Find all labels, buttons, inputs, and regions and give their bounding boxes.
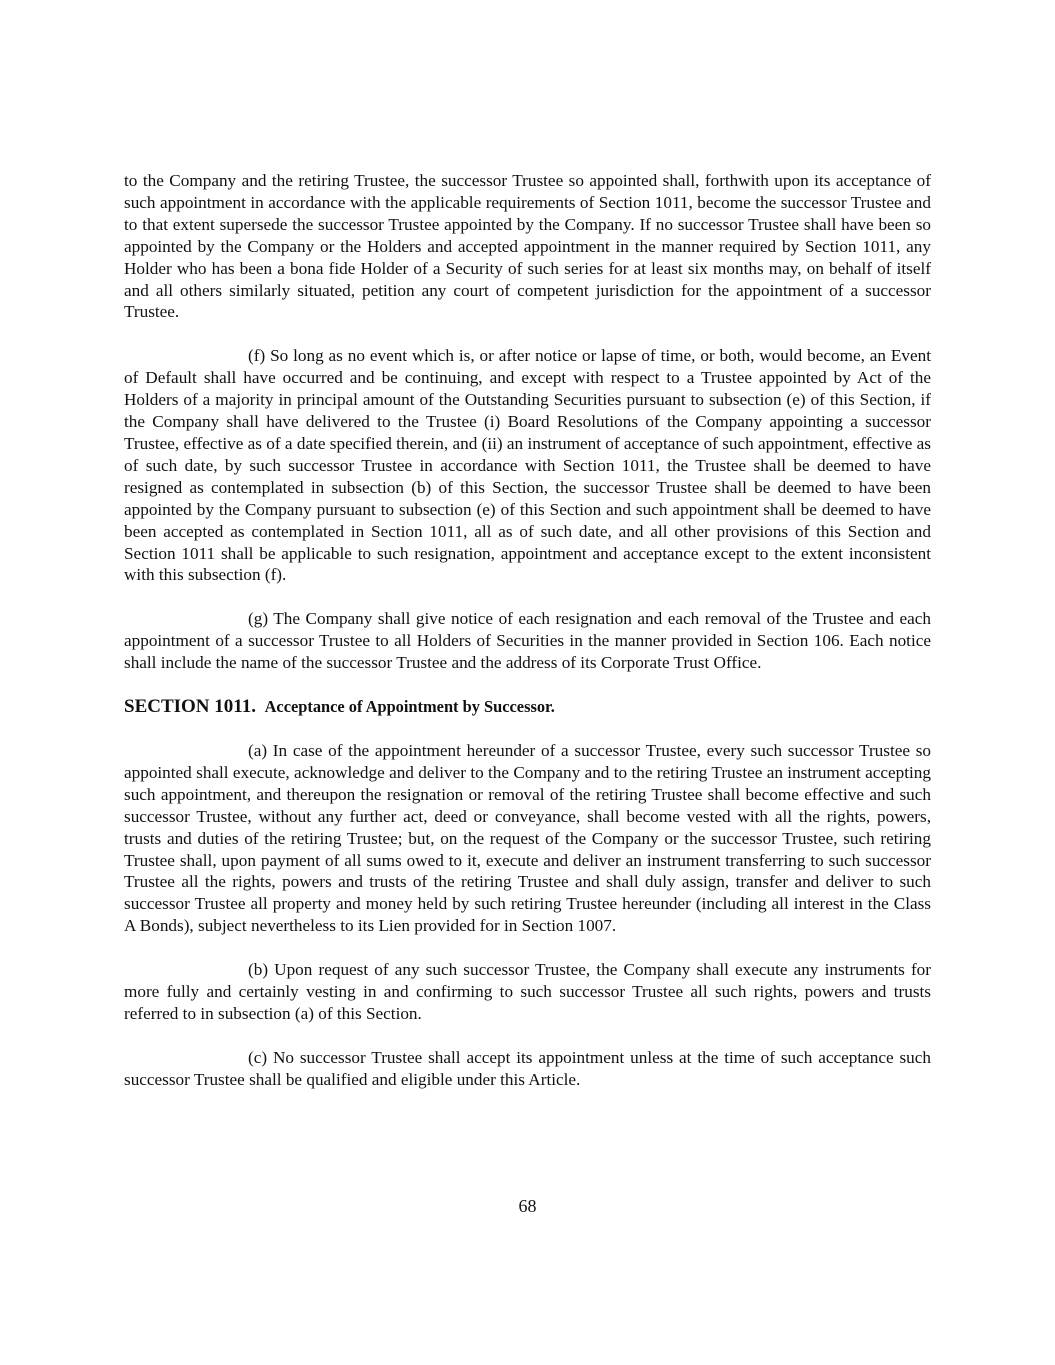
section-number: SECTION 1011.: [124, 696, 256, 718]
paragraph-subsection-f: (f) So long as no event which is, or after notice or lapse of time, or both, would become, an Event of Default shall have occurred and be continuing, and except with respect to a Trustee appointed by Act of the Holders of a majority in principal amount of the Outstanding Securities pursuant to subsection (e) of this Section, if the Company shall have delivered to the Trustee (i) Board Resolutions of the Company appointing a successor Trustee, effective as of a date specified therein, and (ii) an instrument of acceptance of such appointment, effective as of such date, by such successor Trustee in accordance with Section 1011, the Trustee shall be deemed to have resigned as contemplated in subsection (b) of this Section, the successor Trustee shall be deemed to have been appointed by the Company pursuant to subsection (e) of this Section and such appointment shall be deemed to have been accepted as contemplated in Section 1011, all as of such date, and all other provisions of this Section and Section 1011 shall be applicable to such resignation, appointment and acceptance except to the extent inconsistent with this subsection (f).: [124, 346, 931, 585]
section-title: Acceptance of Appointment by Successor.: [264, 697, 555, 717]
paragraph-subsection-b: (b) Upon request of any such successor Trustee, the Company shall execute any instruments for more fully and certainly vesting in and confirming to such successor Trustee all such rights, powers and trusts referred to in subsection (a) of this Section.: [124, 960, 931, 1023]
document-page: [124, 170, 931, 1113]
paragraph-subsection-c: (c) No successor Trustee shall accept its appointment unless at the time of such acceptance such successor Trustee shall be qualified and eligible under this Article.: [124, 1047, 931, 1089]
paragraph-continuation: to the Company and the retiring Trustee, the successor Trustee so appointed shall, forthwith upon its acceptance of such appointment in accordance with the applicable requirements of Section 1011, become the successor Trustee and to that extent supersede the successor Trustee appointed by the Company. If no successor Trustee shall have been so appointed by the Company or the Holders and accepted appointment in the manner required by Section 1011, any Holder who has been a bona fide Holder of a Security of such series for at least six months may, on behalf of itself and all others similarly situated, petition any court of competent jurisdiction for the appointment of a successor Trustee.: [124, 171, 931, 322]
page-number: 68: [518, 1196, 537, 1216]
paragraph-subsection-g: (g) The Company shall give notice of each resignation and each removal of the Trustee and each appointment of a successor Trustee to all Holders of Securities in the manner provided in Section 106. Each notice shall include the name of the successor Trustee and the address of its Corporate Trust Office.: [124, 609, 931, 673]
paragraph-subsection-a: (a) In case of the appointment hereunder of a successor Trustee, every such successor Trustee so appointed shall execute, acknowledge and deliver to the Company and to the retiring Trustee an instrument accepting such appointment, and thereupon the resignation or removal of the retiring Trustee shall become effective and such successor Trustee, without any further act, deed or conveyance, shall become vested with all the rights, powers, trusts and duties of the retiring Trustee; but, on the request of the Company or the successor Trustee, such retiring Trustee shall, upon payment of all sums owed to it, execute and deliver an instrument transferring to such successor Trustee all the rights, powers and trusts of the retiring Trustee and shall duly assign, transfer and deliver to such successor Trustee all property and money held by such retiring Trustee hereunder (including all interest in the Class A Bonds), subject nevertheless to its Lien provided for in Section 1007.: [124, 741, 931, 936]
section-heading: [124, 696, 931, 718]
